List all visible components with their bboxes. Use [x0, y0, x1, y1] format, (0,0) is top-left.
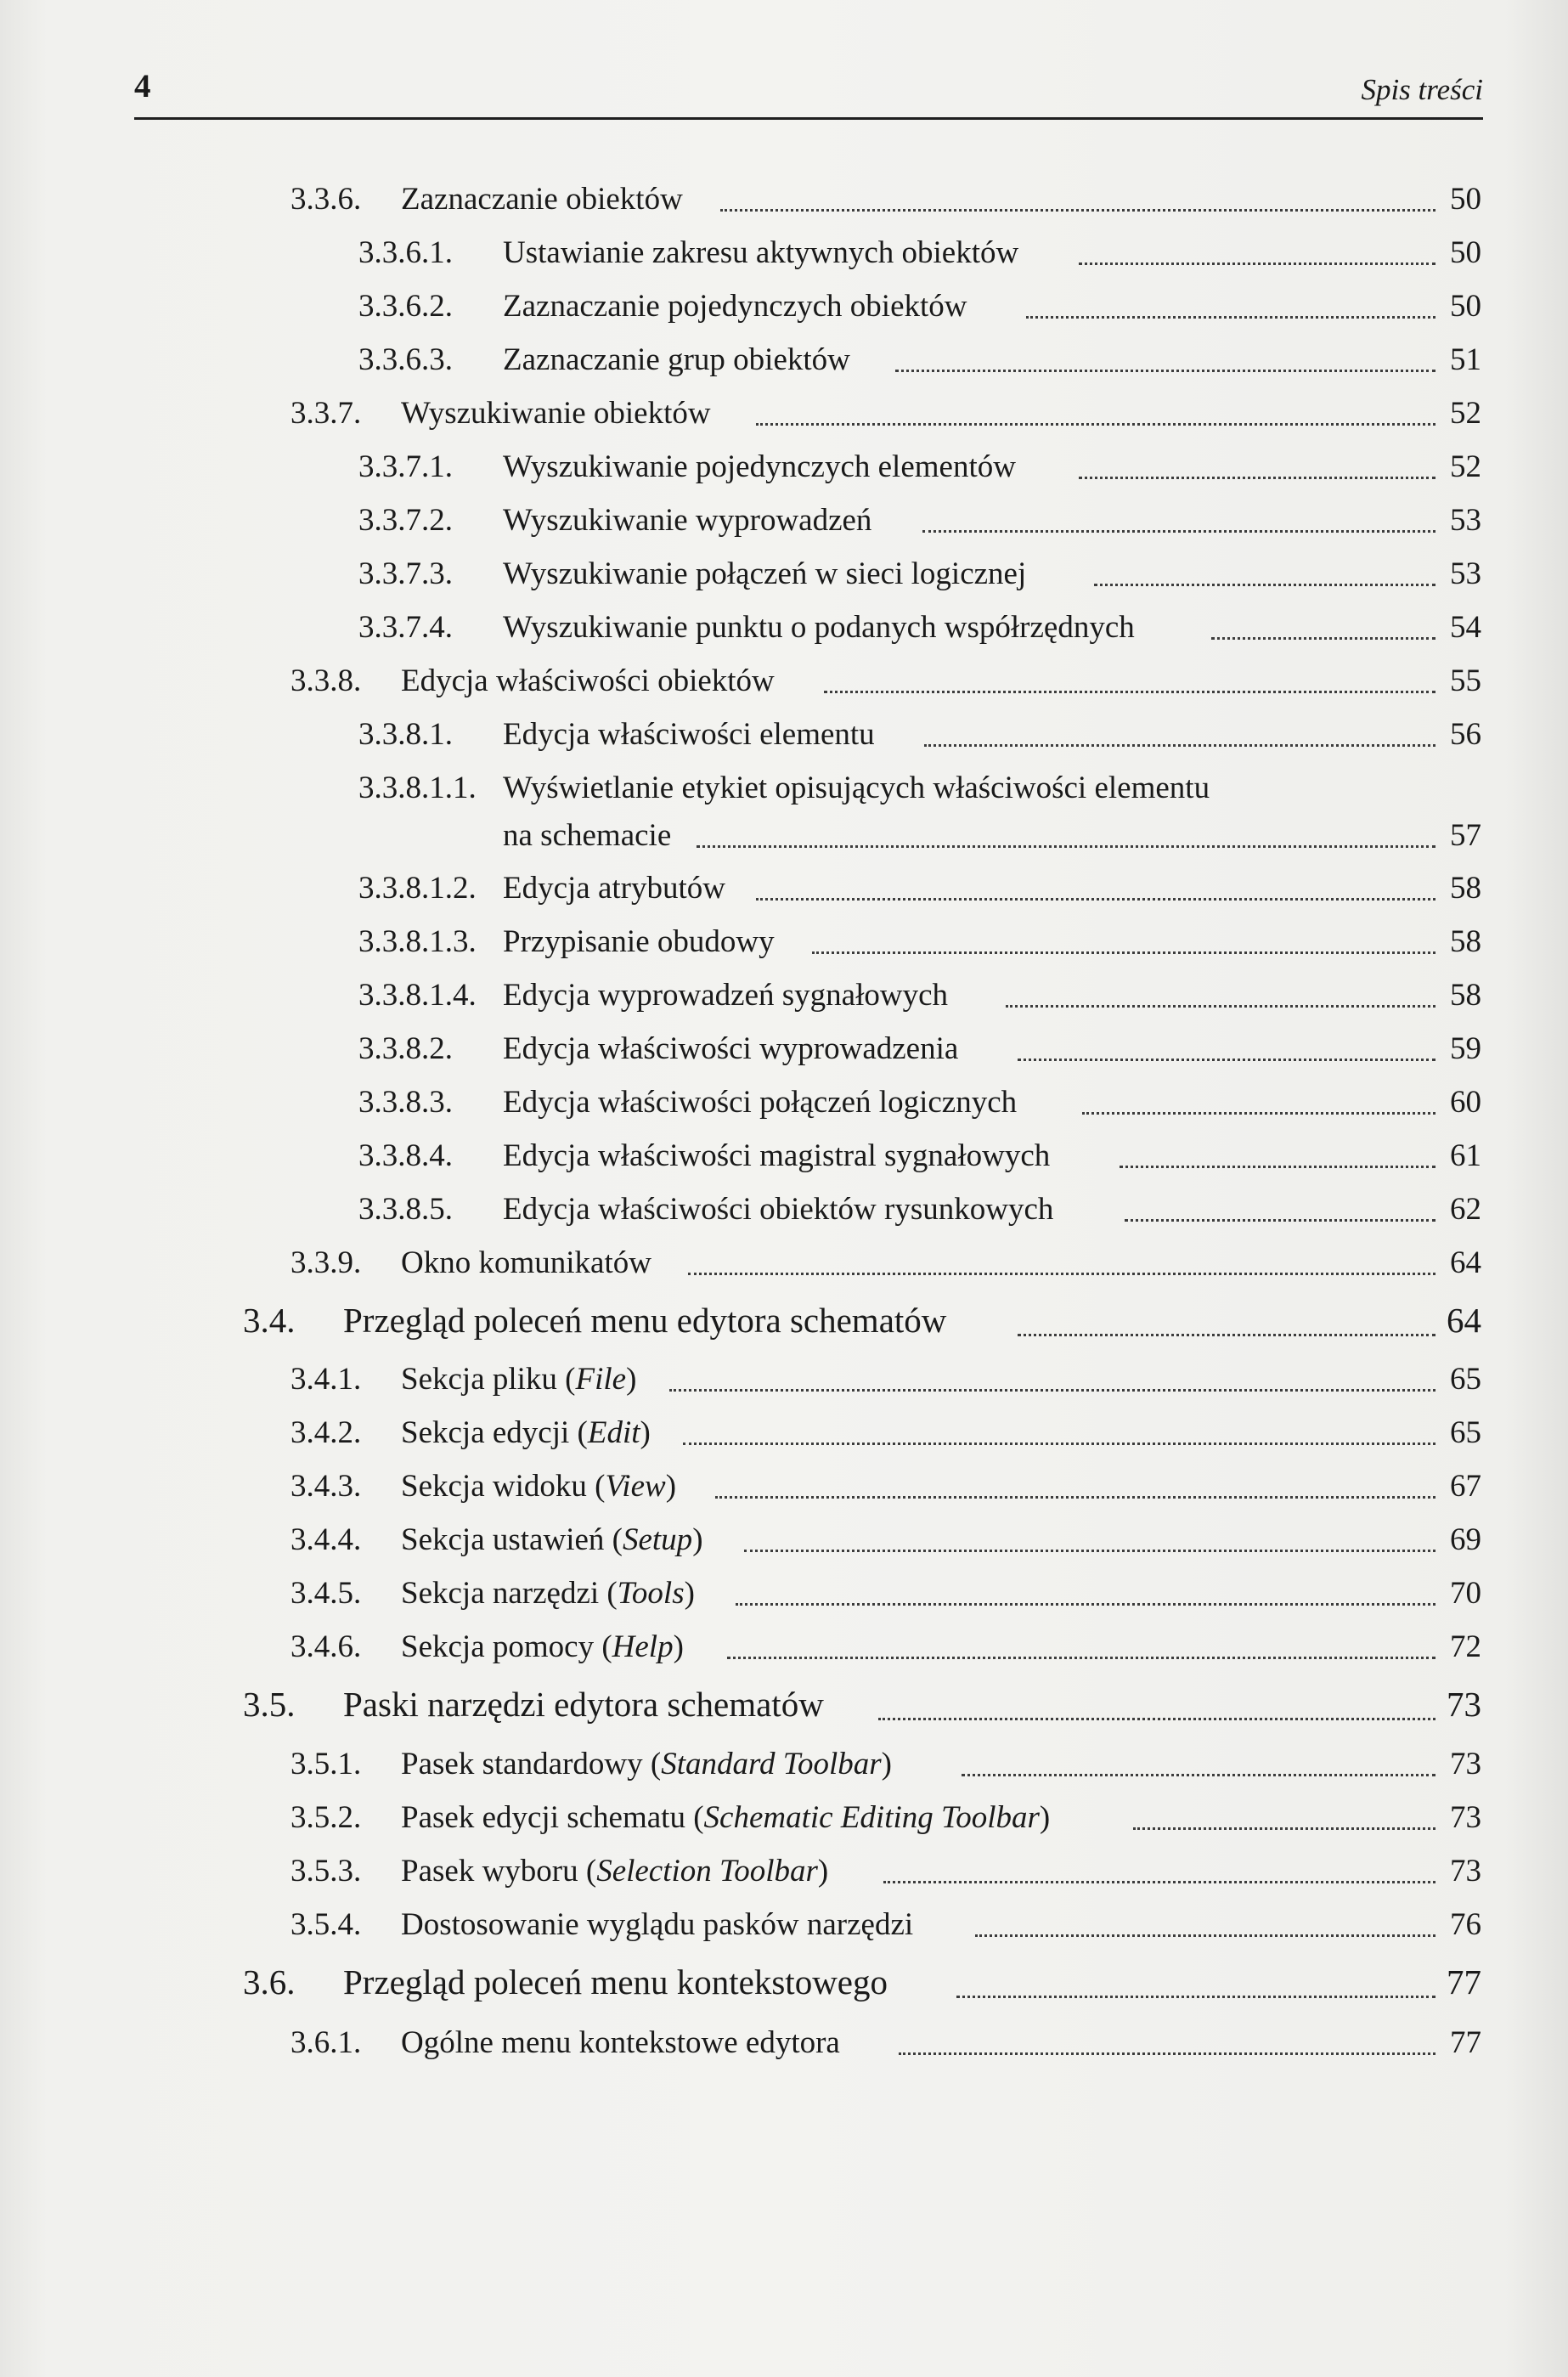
toc-leader-dots — [922, 530, 1435, 533]
toc-title: Przegląd poleceń menu edytora schematów — [343, 1301, 947, 1340]
toc-number: 3.5.3. — [290, 1854, 362, 1889]
toc-number: 3.3.8.1.4. — [358, 978, 477, 1013]
toc-leader-dots — [688, 1273, 1435, 1275]
toc-number: 3.3.7.3. — [358, 556, 453, 591]
toc-entry-3-3-6-2 — [0, 284, 1568, 328]
toc-entry-3-3-6-3 — [0, 337, 1568, 381]
toc-leader-dots — [1079, 263, 1435, 265]
toc-page-number: 64 — [1447, 1301, 1481, 1340]
toc-entry-3-3-8 — [0, 658, 1568, 703]
toc-title-english: File — [575, 1362, 627, 1397]
toc-leader-dots — [1018, 1059, 1435, 1061]
toc-leader-dots — [756, 423, 1435, 426]
toc-title-text: Sekcja pliku ( — [401, 1362, 576, 1397]
toc-leader-dots — [744, 1550, 1435, 1552]
toc-entry-3-3-6 — [0, 177, 1568, 221]
toc-leader-dots — [1094, 584, 1435, 586]
toc-page-number: 77 — [1450, 2025, 1481, 2060]
toc-leader-dots — [1079, 477, 1435, 479]
toc-leader-dots — [720, 209, 1435, 212]
toc-title: Zaznaczanie obiektów — [401, 182, 683, 217]
toc-title-text: Pasek standardowy ( — [401, 1747, 662, 1781]
toc-leader-dots — [697, 845, 1435, 848]
toc-page-number: 58 — [1450, 871, 1481, 906]
toc-title: Edycja właściwości połączeń logicznych — [503, 1085, 1018, 1120]
toc-leader-dots — [1133, 1827, 1435, 1830]
toc-title — [401, 1417, 651, 1448]
toc-title: Przegląd poleceń menu kontekstowego — [343, 1962, 888, 2002]
toc-number: 3.3.7. — [290, 396, 362, 431]
toc-number: 3.3.6.1. — [358, 235, 453, 270]
toc-number: 3.6. — [243, 1962, 296, 2002]
toc-number: 3.4.2. — [290, 1415, 362, 1450]
toc-page-number: 65 — [1450, 1415, 1481, 1450]
toc-leader-dots — [1006, 1005, 1435, 1008]
toc-page-number: 64 — [1450, 1245, 1481, 1280]
toc-leader-dots — [683, 1443, 1435, 1445]
toc-title: Edycja właściwości obiektów rysunkowych — [503, 1192, 1054, 1227]
toc-number: 3.3.6.2. — [358, 289, 453, 324]
toc-number: 3.3.6. — [290, 182, 362, 217]
toc-title-suffix: ) — [881, 1747, 892, 1781]
toc-leader-dots — [715, 1496, 1435, 1499]
toc-number: 3.3.8.5. — [358, 1192, 453, 1227]
toc-title-english: Standard Toolbar — [661, 1747, 882, 1781]
toc-page-number: 54 — [1450, 610, 1481, 645]
toc-title — [401, 1578, 695, 1609]
toc-page-number: 52 — [1450, 396, 1481, 431]
toc-title — [401, 1364, 636, 1395]
toc-title-text: Sekcja pomocy ( — [401, 1629, 612, 1664]
toc-title — [401, 1631, 684, 1663]
toc-page-number: 73 — [1450, 1800, 1481, 1835]
section-title: Spis treści — [1361, 73, 1483, 106]
toc-page-number: 77 — [1447, 1962, 1481, 2002]
toc-entry-3-4 — [0, 1300, 1568, 1344]
toc-page-number: 72 — [1450, 1629, 1481, 1664]
toc-page-number: 67 — [1450, 1469, 1481, 1504]
toc-entry-3-3-9 — [0, 1240, 1568, 1284]
toc-title-text: Sekcja widoku ( — [401, 1469, 606, 1504]
toc-number: 3.3.7.2. — [358, 503, 453, 538]
toc-number: 3.5.4. — [290, 1907, 362, 1942]
toc-number: 3.4.4. — [290, 1522, 362, 1557]
toc-number: 3.4.5. — [290, 1576, 362, 1611]
toc-entry-3-4-3 — [0, 1464, 1568, 1508]
toc-page-number: 62 — [1450, 1192, 1481, 1227]
toc-entry-3-3-7-4 — [0, 605, 1568, 649]
toc-page-number: 73 — [1450, 1747, 1481, 1781]
toc-leader-dots — [895, 370, 1435, 372]
toc-page-number: 52 — [1450, 449, 1481, 484]
toc-entry-3-5-3 — [0, 1849, 1568, 1893]
toc-title: Paski narzędzi edytora schematów — [343, 1685, 824, 1724]
toc-number: 3.3.8.2. — [358, 1031, 453, 1066]
toc-entry-3-4-2 — [0, 1410, 1568, 1454]
toc-entry-3-3-7-2 — [0, 498, 1568, 542]
toc-title-english: View — [605, 1469, 666, 1504]
toc-title: Edycja właściwości elementu — [503, 717, 875, 752]
toc-page-number: 58 — [1450, 924, 1481, 959]
toc-title: Edycja właściwości obiektów — [401, 663, 775, 698]
toc-page-number: 60 — [1450, 1085, 1481, 1120]
toc-number: 3.3.8.4. — [358, 1138, 453, 1173]
toc-title-text: Sekcja narzędzi ( — [401, 1576, 618, 1611]
toc-page-number: 58 — [1450, 978, 1481, 1013]
toc-title — [401, 1802, 1050, 1833]
toc-title: Ogólne menu kontekstowe edytora — [401, 2025, 840, 2060]
toc-leader-dots — [1018, 1334, 1435, 1336]
toc-title: Okno komunikatów — [401, 1245, 651, 1280]
toc-entry-3-6-1 — [0, 2020, 1568, 2064]
toc-entry-3-5-2 — [0, 1795, 1568, 1839]
toc-leader-dots — [883, 1881, 1435, 1883]
toc-title: Wyświetlanie etykiet opisujących właściwości elementu — [503, 771, 1210, 805]
toc-title-suffix: ) — [673, 1629, 684, 1664]
toc-title-suffix: ) — [817, 1854, 829, 1889]
toc-leader-dots — [924, 744, 1435, 747]
toc-page-number: 56 — [1450, 717, 1481, 752]
toc-entry-3-5 — [0, 1684, 1568, 1728]
toc-number: 3.3.7.1. — [358, 449, 453, 484]
toc-number: 3.5.2. — [290, 1800, 362, 1835]
toc-number: 3.3.6.3. — [358, 342, 453, 377]
toc-title — [401, 1855, 828, 1887]
toc-page-number: 73 — [1447, 1685, 1481, 1724]
toc-title: Przypisanie obudowy — [503, 924, 775, 959]
toc-page-number: 70 — [1450, 1576, 1481, 1611]
toc-number: 3.4.3. — [290, 1469, 362, 1504]
toc-page-number: 55 — [1450, 663, 1481, 698]
toc-title: Wyszukiwanie połączeń w sieci logicznej — [503, 556, 1027, 591]
toc-title-suffix: ) — [1039, 1800, 1051, 1835]
toc-title-text: Sekcja edycji ( — [401, 1415, 588, 1450]
toc-number: 3.6.1. — [290, 2025, 362, 2060]
toc-page-number: 69 — [1450, 1522, 1481, 1557]
toc-number: 3.3.8.1.1. — [358, 771, 477, 805]
toc-title: Edycja atrybutów — [503, 871, 725, 906]
toc-leader-dots — [962, 1774, 1435, 1776]
toc-title: Wyszukiwanie wyprowadzeń — [503, 503, 872, 538]
toc-leader-dots — [1211, 637, 1435, 640]
toc-title-text: Pasek wyboru ( — [401, 1854, 597, 1889]
toc-title: Zaznaczanie grup obiektów — [503, 342, 850, 377]
toc-leader-dots — [878, 1718, 1435, 1720]
toc-entry-3-5-1 — [0, 1742, 1568, 1786]
toc-title-suffix: ) — [692, 1522, 703, 1557]
toc-number: 3.3.8.3. — [358, 1085, 453, 1120]
toc-page-number: 53 — [1450, 556, 1481, 591]
toc-leader-dots — [824, 691, 1435, 693]
toc-entry-3-3-8-1-1 — [0, 765, 1568, 857]
toc-title: Edycja właściwości magistral sygnałowych — [503, 1138, 1051, 1173]
toc-title: Wyszukiwanie pojedynczych elementów — [503, 449, 1016, 484]
toc-page-number: 61 — [1450, 1138, 1481, 1173]
toc-page-number: 76 — [1450, 1907, 1481, 1942]
toc-title-english: Selection Toolbar — [596, 1854, 818, 1889]
toc-leader-dots — [812, 951, 1435, 954]
toc-entry-3-3-6-1 — [0, 230, 1568, 274]
toc-page-number: 50 — [1450, 182, 1481, 217]
toc-entry-3-4-6 — [0, 1624, 1568, 1668]
toc-title-english: Tools — [617, 1576, 685, 1611]
toc-leader-dots — [669, 1389, 1435, 1392]
toc-entry-3-5-4 — [0, 1902, 1568, 1946]
toc-title: Wyszukiwanie punktu o podanych współrzędnych — [503, 610, 1135, 645]
toc-title-english: Schematic Editing Toolbar — [703, 1800, 1040, 1835]
page-number: 4 — [134, 68, 151, 104]
toc-title — [401, 1748, 892, 1780]
toc-page-number: 50 — [1450, 289, 1481, 324]
toc-page-number: 50 — [1450, 235, 1481, 270]
toc-entry-3-3-8-1-2 — [0, 866, 1568, 910]
toc-number: 3.3.8.1.2. — [358, 871, 477, 906]
toc-leader-dots — [899, 2052, 1435, 2055]
toc-leader-dots — [1082, 1112, 1435, 1115]
toc-entry-3-3-8-5 — [0, 1187, 1568, 1231]
toc-leader-dots — [727, 1657, 1435, 1659]
toc-number: 3.3.8. — [290, 663, 362, 698]
toc-entry-3-3-8-1 — [0, 712, 1568, 756]
toc-number: 3.4. — [243, 1301, 296, 1340]
toc-title-suffix: ) — [665, 1469, 677, 1504]
toc-title — [401, 1471, 676, 1502]
toc-title-english: Edit — [587, 1415, 640, 1450]
toc-page-number: 51 — [1450, 342, 1481, 377]
toc-entry-3-3-7 — [0, 391, 1568, 435]
toc-title-text: Pasek edycji schematu ( — [401, 1800, 704, 1835]
toc-title: Wyszukiwanie obiektów — [401, 396, 711, 431]
toc-title-suffix: ) — [626, 1362, 637, 1397]
toc-entry-3-3-8-2 — [0, 1026, 1568, 1070]
toc-title-text: Sekcja ustawień ( — [401, 1522, 623, 1557]
toc-page-number: 57 — [1450, 818, 1481, 853]
toc-title: Dostosowanie wyglądu pasków narzędzi — [401, 1907, 914, 1942]
toc-title-english: Setup — [622, 1522, 693, 1557]
toc-number: 3.3.7.4. — [358, 610, 453, 645]
toc-title: Edycja właściwości wyprowadzenia — [503, 1031, 959, 1066]
toc-number: 3.4.1. — [290, 1362, 362, 1397]
toc-number: 3.3.9. — [290, 1245, 362, 1280]
toc-entry-3-3-8-4 — [0, 1133, 1568, 1177]
toc-page-number: 59 — [1450, 1031, 1481, 1066]
toc-leader-dots — [1125, 1219, 1435, 1222]
toc-page-number: 53 — [1450, 503, 1481, 538]
toc-page-number: 73 — [1450, 1854, 1481, 1889]
toc-entry-3-3-8-1-4 — [0, 973, 1568, 1017]
toc-entry-3-3-8-1-3 — [0, 919, 1568, 963]
toc-leader-dots — [1120, 1166, 1435, 1168]
toc-leader-dots — [975, 1934, 1435, 1937]
toc-entry-3-3-7-3 — [0, 551, 1568, 596]
toc-title-suffix: ) — [684, 1576, 695, 1611]
toc-entry-3-4-1 — [0, 1357, 1568, 1401]
toc-entry-3-3-8-3 — [0, 1080, 1568, 1124]
toc-title: Zaznaczanie pojedynczych obiektów — [503, 289, 967, 324]
toc-number: 3.4.6. — [290, 1629, 362, 1664]
toc-number: 3.3.8.1.3. — [358, 924, 477, 959]
toc-leader-dots — [736, 1603, 1435, 1606]
toc-title-continuation: na schemacie — [503, 818, 672, 853]
toc-entry-3-3-7-1 — [0, 444, 1568, 488]
toc-title: Ustawianie zakresu aktywnych obiektów — [503, 235, 1019, 270]
toc-number: 3.5.1. — [290, 1747, 362, 1781]
toc-number: 3.5. — [243, 1685, 296, 1724]
toc-title: Edycja wyprowadzeń sygnałowych — [503, 978, 948, 1013]
toc-title-suffix: ) — [640, 1415, 651, 1450]
toc-entry-3-6 — [0, 1962, 1568, 2006]
toc-entry-3-4-5 — [0, 1571, 1568, 1615]
toc-leader-dots — [956, 1996, 1435, 1998]
toc-title — [401, 1524, 703, 1555]
toc-number: 3.3.8.1. — [358, 717, 453, 752]
toc-entry-3-4-4 — [0, 1517, 1568, 1561]
toc-leader-dots — [1026, 316, 1435, 319]
toc-leader-dots — [756, 898, 1435, 901]
toc-page-number: 65 — [1450, 1362, 1481, 1397]
toc-title-english: Help — [612, 1629, 674, 1664]
